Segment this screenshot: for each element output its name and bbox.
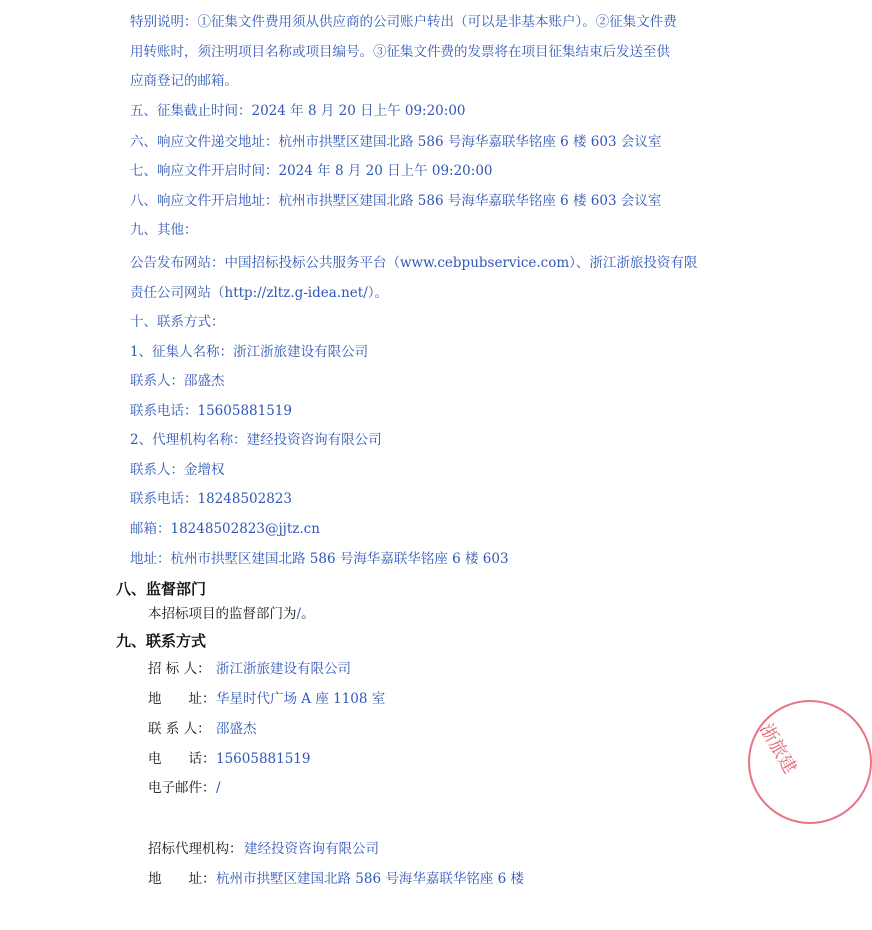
note-line-1: 特别说明：①征集文件费用须从供应商的公司账户转出（可以是非基本账户）。②征集文件费: [130, 14, 677, 30]
email-row: [148, 780, 221, 796]
contact1-phone: 联系电话：15605881519: [130, 403, 292, 419]
note-line-2: 用转账时，须注明项目名称或项目编号。③征集文件费的发票将在项目征集结束后发送至供: [130, 44, 670, 60]
phone-label: 电 话：: [148, 751, 216, 767]
note-line-3: 应商登记的邮箱。: [130, 73, 238, 89]
section8-title: 八、监督部门: [116, 580, 207, 598]
person-row: [148, 721, 257, 737]
section9-title: 九、联系方式: [116, 632, 207, 650]
address-row: [148, 691, 385, 707]
company-seal: [748, 700, 872, 824]
open-address: 八、响应文件开启地址：杭州市拱墅区建国北路 586 号海华嘉联华铭座 6 楼 603 会议室: [130, 193, 662, 209]
agency-row: [148, 841, 379, 857]
agency-address-label: 地 址：: [148, 871, 216, 887]
other-heading: 九、其他：: [130, 222, 198, 238]
person-label: 联 系 人：: [148, 721, 211, 737]
email-label: 电子邮件：: [148, 780, 216, 796]
tenderer-value: 浙江浙旅建设有限公司: [216, 661, 351, 677]
address-label: 地 址：: [148, 691, 216, 707]
agency-value: 建经投资咨询有限公司: [244, 841, 379, 857]
tenderer-row: [148, 661, 351, 677]
tenderer-label: 招 标 人：: [148, 661, 211, 677]
contact2-email: 邮箱：18248502823@jjtz.cn: [130, 521, 320, 537]
phone-row: [148, 751, 310, 767]
contact-heading: 十、联系方式：: [130, 314, 225, 330]
contact2-address: 地址：杭州市拱墅区建国北路 586 号海华嘉联华铭座 6 楼 603: [130, 551, 509, 567]
contact1-name: 1、征集人名称：浙江浙旅建设有限公司: [130, 344, 369, 360]
seal-text: 浙旅建: [755, 720, 801, 778]
contact2-name: 2、代理机构名称：建经投资咨询有限公司: [130, 432, 382, 448]
email-value: /: [216, 780, 221, 796]
agency-address-value: 杭州市拱墅区建国北路 586 号海华嘉联华铭座 6 楼: [216, 871, 525, 887]
contact2-phone: 联系电话：18248502823: [130, 491, 292, 507]
publish-line-1: 公告发布网站：中国招标投标公共服务平台（www.cebpubservice.com）、浙江浙旅投资有限: [130, 255, 698, 271]
publish-line-2: 责任公司网站（http://zltz.g-idea.net/）。: [130, 285, 388, 301]
phone-value: 15605881519: [216, 751, 311, 767]
section8-text: 本招标项目的监督部门为/。: [148, 606, 315, 622]
agency-address-row: [148, 871, 524, 887]
contact2-person: 联系人：金增权: [130, 462, 225, 478]
contact1-person: 联系人：邵盛杰: [130, 373, 225, 389]
submit-address: 六、响应文件递交地址：杭州市拱墅区建国北路 586 号海华嘉联华铭座 6 楼 603 会议室: [130, 134, 662, 150]
open-time: 七、响应文件开启时间：2024 年 8 月 20 日上午 09:20:00: [130, 163, 493, 179]
deadline: 五、征集截止时间：2024 年 8 月 20 日上午 09:20:00: [130, 103, 466, 119]
person-value: 邵盛杰: [216, 721, 257, 737]
address-value: 华星时代广场 A 座 1108 室: [216, 691, 386, 707]
agency-label: 招标代理机构：: [148, 841, 243, 857]
